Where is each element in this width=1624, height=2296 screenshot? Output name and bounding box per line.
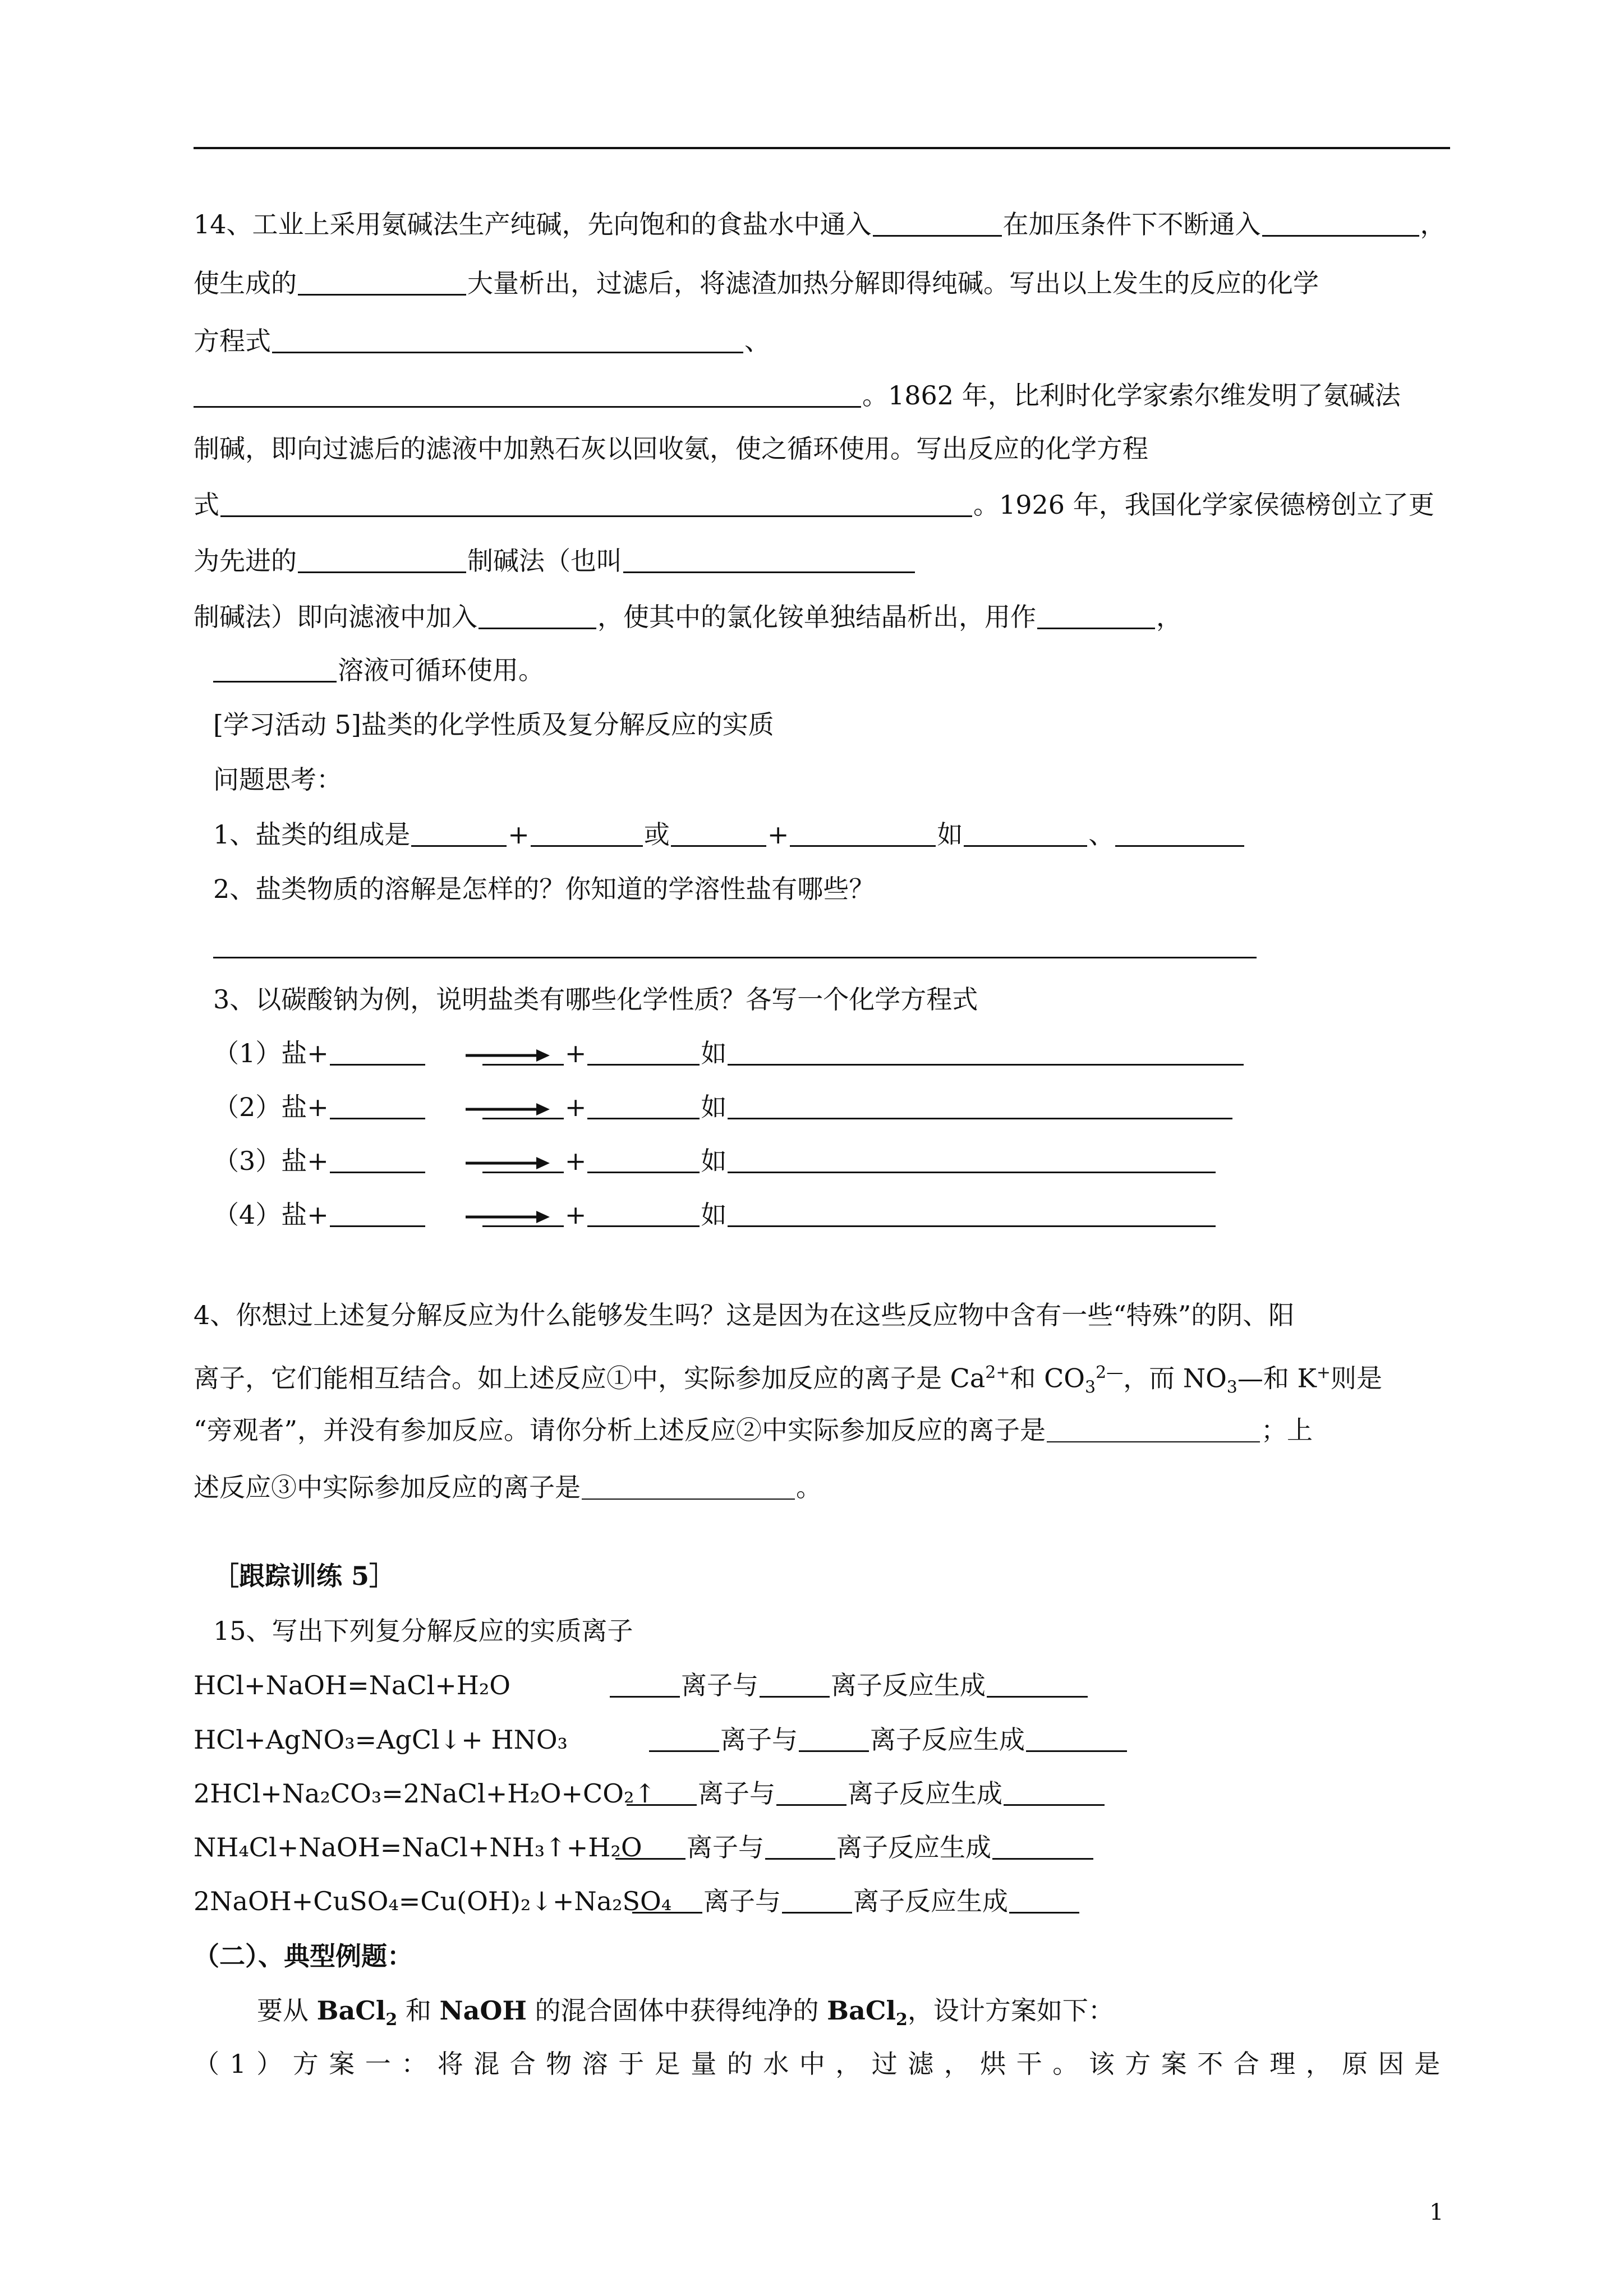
q4-line-1	[194, 1298, 1294, 1332]
reaction-equation: HCl+AgNO₃=AgCl↓+ HNO₃	[194, 1725, 568, 1755]
page-number: 1	[1429, 2200, 1444, 2225]
training5-q15	[213, 1614, 633, 1648]
q1-text: 如	[937, 819, 963, 850]
formula-bacl2: BaCl	[827, 1995, 896, 2026]
answer-blank[interactable]	[411, 819, 507, 847]
reaction-equation: NH₄Cl+NaOH=NaCl+NH₃↑+H₂O	[194, 1832, 642, 1862]
answer-blank[interactable]	[330, 1092, 425, 1119]
q14-text: 。1926 年，我国化学家侯德榜创立了更	[973, 490, 1434, 520]
answer-blank[interactable]	[1004, 1778, 1105, 1806]
like-text: 如	[701, 1038, 727, 1068]
plus-sign: +	[564, 1200, 587, 1230]
q4-text: 4、你想过上述复分解反应为什么能够发生吗？这是因为在这些反应物中含有一些“特殊”的阴、阳	[194, 1300, 1295, 1330]
answer-blank[interactable]	[531, 819, 643, 847]
answer-blank[interactable]	[330, 1146, 425, 1173]
formula-subscript: 2	[895, 2010, 908, 2030]
training-title-text: ［跟踪训练 5］	[213, 1561, 395, 1591]
q14-text: 大量析出，过滤后，将滤渣加热分解即得纯碱。写出以上发生的反应的化学	[467, 268, 1319, 298]
answer-blank[interactable]	[272, 326, 743, 353]
answer-blank[interactable]	[760, 1670, 830, 1698]
like-text: 如	[701, 1092, 727, 1122]
q14-line-3	[194, 324, 770, 358]
training5-title	[213, 1559, 395, 1593]
answer-blank[interactable]	[220, 490, 972, 517]
answer-blank[interactable]	[671, 819, 766, 847]
answer-blank[interactable]	[782, 1886, 852, 1914]
answer-blank[interactable]	[728, 1200, 1216, 1227]
answer-blank[interactable]	[587, 1200, 700, 1227]
answer-blank[interactable]	[992, 1832, 1093, 1860]
q14-text: 式	[194, 490, 219, 520]
q14-text: ，使其中的氯化铵单独结晶析出，用作	[597, 602, 1036, 632]
react-generate-text: 离子反应生成	[853, 1886, 1008, 1916]
property-row	[213, 1198, 1217, 1232]
q4-text: 述反应③中实际参加反应的离子是	[194, 1472, 581, 1502]
q14-text: 方程式	[194, 326, 271, 356]
q2-answer-line[interactable]	[213, 957, 1257, 958]
plan1-line	[194, 2047, 1451, 2081]
property-label: （1）盐+	[213, 1038, 329, 1068]
property-row	[213, 1144, 1217, 1178]
activity5-title	[213, 708, 774, 741]
react-generate-text: 离子反应生成	[870, 1725, 1025, 1755]
answer-blank[interactable]	[194, 380, 861, 408]
q14-line-7	[194, 544, 916, 578]
reaction-equation: HCl+NaOH=NaCl+H₂O	[194, 1670, 511, 1700]
reaction-arrow-icon	[466, 1098, 550, 1121]
ion-equation-row	[194, 1884, 1080, 1918]
answer-blank[interactable]	[330, 1200, 425, 1227]
q14-text: 溶液可循环使用。	[338, 655, 544, 685]
answer-blank[interactable]	[964, 819, 1087, 847]
q14-text: 在加压条件下不断通入	[1002, 209, 1261, 239]
ion-equation-row	[194, 1831, 1094, 1864]
intro-text: 和	[397, 1995, 440, 2026]
q4-text: 离子，它们能相互结合。如上述反应①中，实际参加反应的离子是 Ca	[194, 1363, 986, 1394]
q4-line-3	[194, 1413, 1313, 1447]
q4-line-4	[194, 1470, 822, 1504]
ion-with-text: 离子与	[698, 1778, 775, 1809]
q14-line-9	[213, 653, 544, 687]
answer-blank[interactable]	[790, 819, 936, 847]
answer-blank[interactable]	[1026, 1725, 1127, 1752]
answer-blank[interactable]	[615, 1832, 686, 1860]
plan1-text: （1）方案一：将混合物溶于足量的水中，过滤，烘干。该方案不合理，原因是	[194, 2049, 1451, 2079]
reaction-arrow-icon	[466, 1206, 550, 1228]
plus-sign: +	[564, 1038, 587, 1068]
property-label: （2）盐+	[213, 1092, 329, 1122]
q14-text: 制碱法（也叫	[467, 546, 622, 576]
like-text: 如	[701, 1146, 727, 1176]
intro-text: 的混合固体中获得纯净的	[526, 1995, 827, 2026]
q4-text: —和 K	[1237, 1363, 1317, 1394]
property-label: （3）盐+	[213, 1146, 329, 1176]
formula-naoh: NaOH	[439, 1995, 527, 2026]
q14-line-8	[194, 600, 1182, 634]
q14-line-1	[194, 208, 1446, 241]
ion-with-text: 离子与	[687, 1832, 764, 1862]
plus-sign: +	[564, 1146, 587, 1176]
question-heading-text: 问题思考：	[213, 764, 342, 795]
answer-blank[interactable]	[587, 1038, 700, 1066]
reaction-equation: 2NaOH+CuSO₄=Cu(OH)₂↓+Na₂SO₄	[194, 1886, 672, 1916]
q14-text: 制碱，即向过滤后的滤液中加熟石灰以回收氨，使之循环使用。写出反应的化学方程	[194, 434, 1148, 464]
answer-blank[interactable]	[632, 1886, 702, 1914]
ion-charge: 2—	[1096, 1363, 1124, 1382]
answer-blank[interactable]	[587, 1092, 700, 1119]
activity5-q3	[213, 983, 978, 1016]
answer-blank[interactable]	[1115, 819, 1244, 847]
answer-blank[interactable]	[1262, 209, 1419, 237]
q14-line-2	[194, 266, 1319, 300]
q14-line-6	[194, 488, 1434, 522]
q1-text: 或	[643, 819, 670, 850]
answer-blank[interactable]	[765, 1832, 835, 1860]
q15-text: 15、写出下列复分解反应的实质离子	[213, 1616, 633, 1646]
q4-text: ，而 NO	[1123, 1363, 1227, 1394]
answer-blank[interactable]	[610, 1670, 680, 1698]
answer-blank[interactable]	[1009, 1886, 1079, 1914]
examples-intro	[257, 1994, 1114, 2037]
answer-blank[interactable]	[298, 268, 466, 296]
property-label: （4）盐+	[213, 1200, 329, 1230]
answer-blank[interactable]	[728, 1146, 1216, 1173]
ion-equation-row	[194, 1723, 1128, 1756]
activity-topic: 盐类的化学性质及复分解反应的实质	[361, 709, 774, 740]
q14-line-4	[194, 379, 1401, 412]
examples-title	[194, 1939, 413, 1973]
answer-blank[interactable]	[728, 1038, 1244, 1066]
q1-text: 1、盐类的组成是	[213, 819, 411, 850]
plus-sign: +	[508, 819, 530, 850]
formula-subscript: 2	[385, 2010, 398, 2030]
q14-text: 制碱法）即向滤液中加入	[194, 602, 477, 632]
ion-charge: +	[1316, 1363, 1331, 1382]
q2-text: 2、盐类物质的溶解是怎样的？你知道的学溶性盐有哪些？	[213, 874, 875, 904]
ion-with-text: 离子与	[703, 1886, 781, 1916]
property-row	[213, 1036, 1245, 1070]
ion-with-text: 离子与	[681, 1670, 758, 1700]
ion-with-text: 离子与	[720, 1725, 798, 1755]
answer-blank[interactable]	[587, 1146, 700, 1173]
q14-text: ，	[1156, 602, 1182, 632]
answer-blank[interactable]	[728, 1092, 1232, 1119]
plus-sign: +	[767, 819, 789, 850]
property-row	[213, 1090, 1234, 1124]
answer-blank[interactable]	[1037, 602, 1155, 629]
reaction-arrow-icon	[466, 1044, 550, 1067]
examples-title-text: （二）、典型例题：	[194, 1941, 413, 1971]
answer-blank[interactable]	[1047, 1416, 1260, 1442]
ion-equation-row	[194, 1668, 1089, 1702]
ion-subscript: 3	[1085, 1377, 1096, 1398]
answer-blank[interactable]	[623, 546, 915, 573]
ion-subscript: 3	[1226, 1377, 1237, 1398]
answer-blank[interactable]	[799, 1725, 869, 1752]
ion-equation-row	[194, 1777, 1106, 1810]
q4-line-2	[194, 1356, 1382, 1405]
answer-blank[interactable]	[987, 1670, 1088, 1698]
q4-text: 。	[796, 1472, 822, 1502]
q14-text: 14、工业上采用氨碱法生产纯碱，先向饱和的食盐水中通入	[194, 209, 872, 239]
like-text: 如	[701, 1200, 727, 1230]
reaction-equation: 2HCl+Na₂CO₃=2NaCl+H₂O+CO₂↑	[194, 1778, 656, 1809]
q4-text: 和 CO	[1010, 1363, 1085, 1394]
answer-blank[interactable]	[776, 1778, 846, 1806]
q14-line-5	[194, 432, 1148, 465]
q4-text: ；上	[1261, 1415, 1313, 1445]
answer-blank[interactable]	[873, 209, 1002, 237]
answer-blank[interactable]	[649, 1725, 719, 1752]
q14-text: 为先进的	[194, 546, 297, 576]
activity5-q1	[213, 818, 1245, 851]
answer-blank[interactable]	[298, 546, 466, 573]
reaction-arrow-icon	[466, 1152, 550, 1174]
intro-text: 要从	[257, 1995, 317, 2026]
q14-text: ，	[1420, 209, 1446, 239]
q4-text: “旁观者”，并没有参加反应。请你分析上述反应②中实际参加反应的离子是	[194, 1415, 1046, 1445]
answer-blank[interactable]	[330, 1038, 425, 1066]
formula-bacl2: BaCl	[316, 1995, 386, 2026]
react-generate-text: 离子反应生成	[836, 1832, 991, 1862]
intro-text: ，设计方案如下：	[907, 1995, 1114, 2026]
answer-blank[interactable]	[582, 1473, 795, 1500]
q1-text: 、	[1088, 819, 1115, 850]
header-rule	[194, 147, 1450, 149]
q3-text: 3、以碳酸钠为例，说明盐类有哪些化学性质？各写一个化学方程式	[213, 984, 978, 1015]
answer-blank[interactable]	[479, 602, 596, 629]
answer-blank[interactable]	[627, 1778, 697, 1806]
q14-text: 。1862 年，比利时化学家索尔维发明了氨碱法	[862, 380, 1401, 411]
ion-charge: 2+	[985, 1363, 1010, 1382]
react-generate-text: 离子反应生成	[831, 1670, 986, 1700]
q14-text: 使生成的	[194, 268, 297, 298]
react-generate-text: 离子反应生成	[848, 1778, 1002, 1809]
activity-label: [学习活动 5]	[213, 709, 361, 740]
question-heading	[213, 763, 342, 796]
q14-text: 、	[744, 326, 770, 356]
answer-blank[interactable]	[213, 655, 337, 683]
activity5-q2	[213, 872, 875, 906]
q4-text: 则是	[1331, 1363, 1383, 1394]
plus-sign: +	[564, 1092, 587, 1122]
